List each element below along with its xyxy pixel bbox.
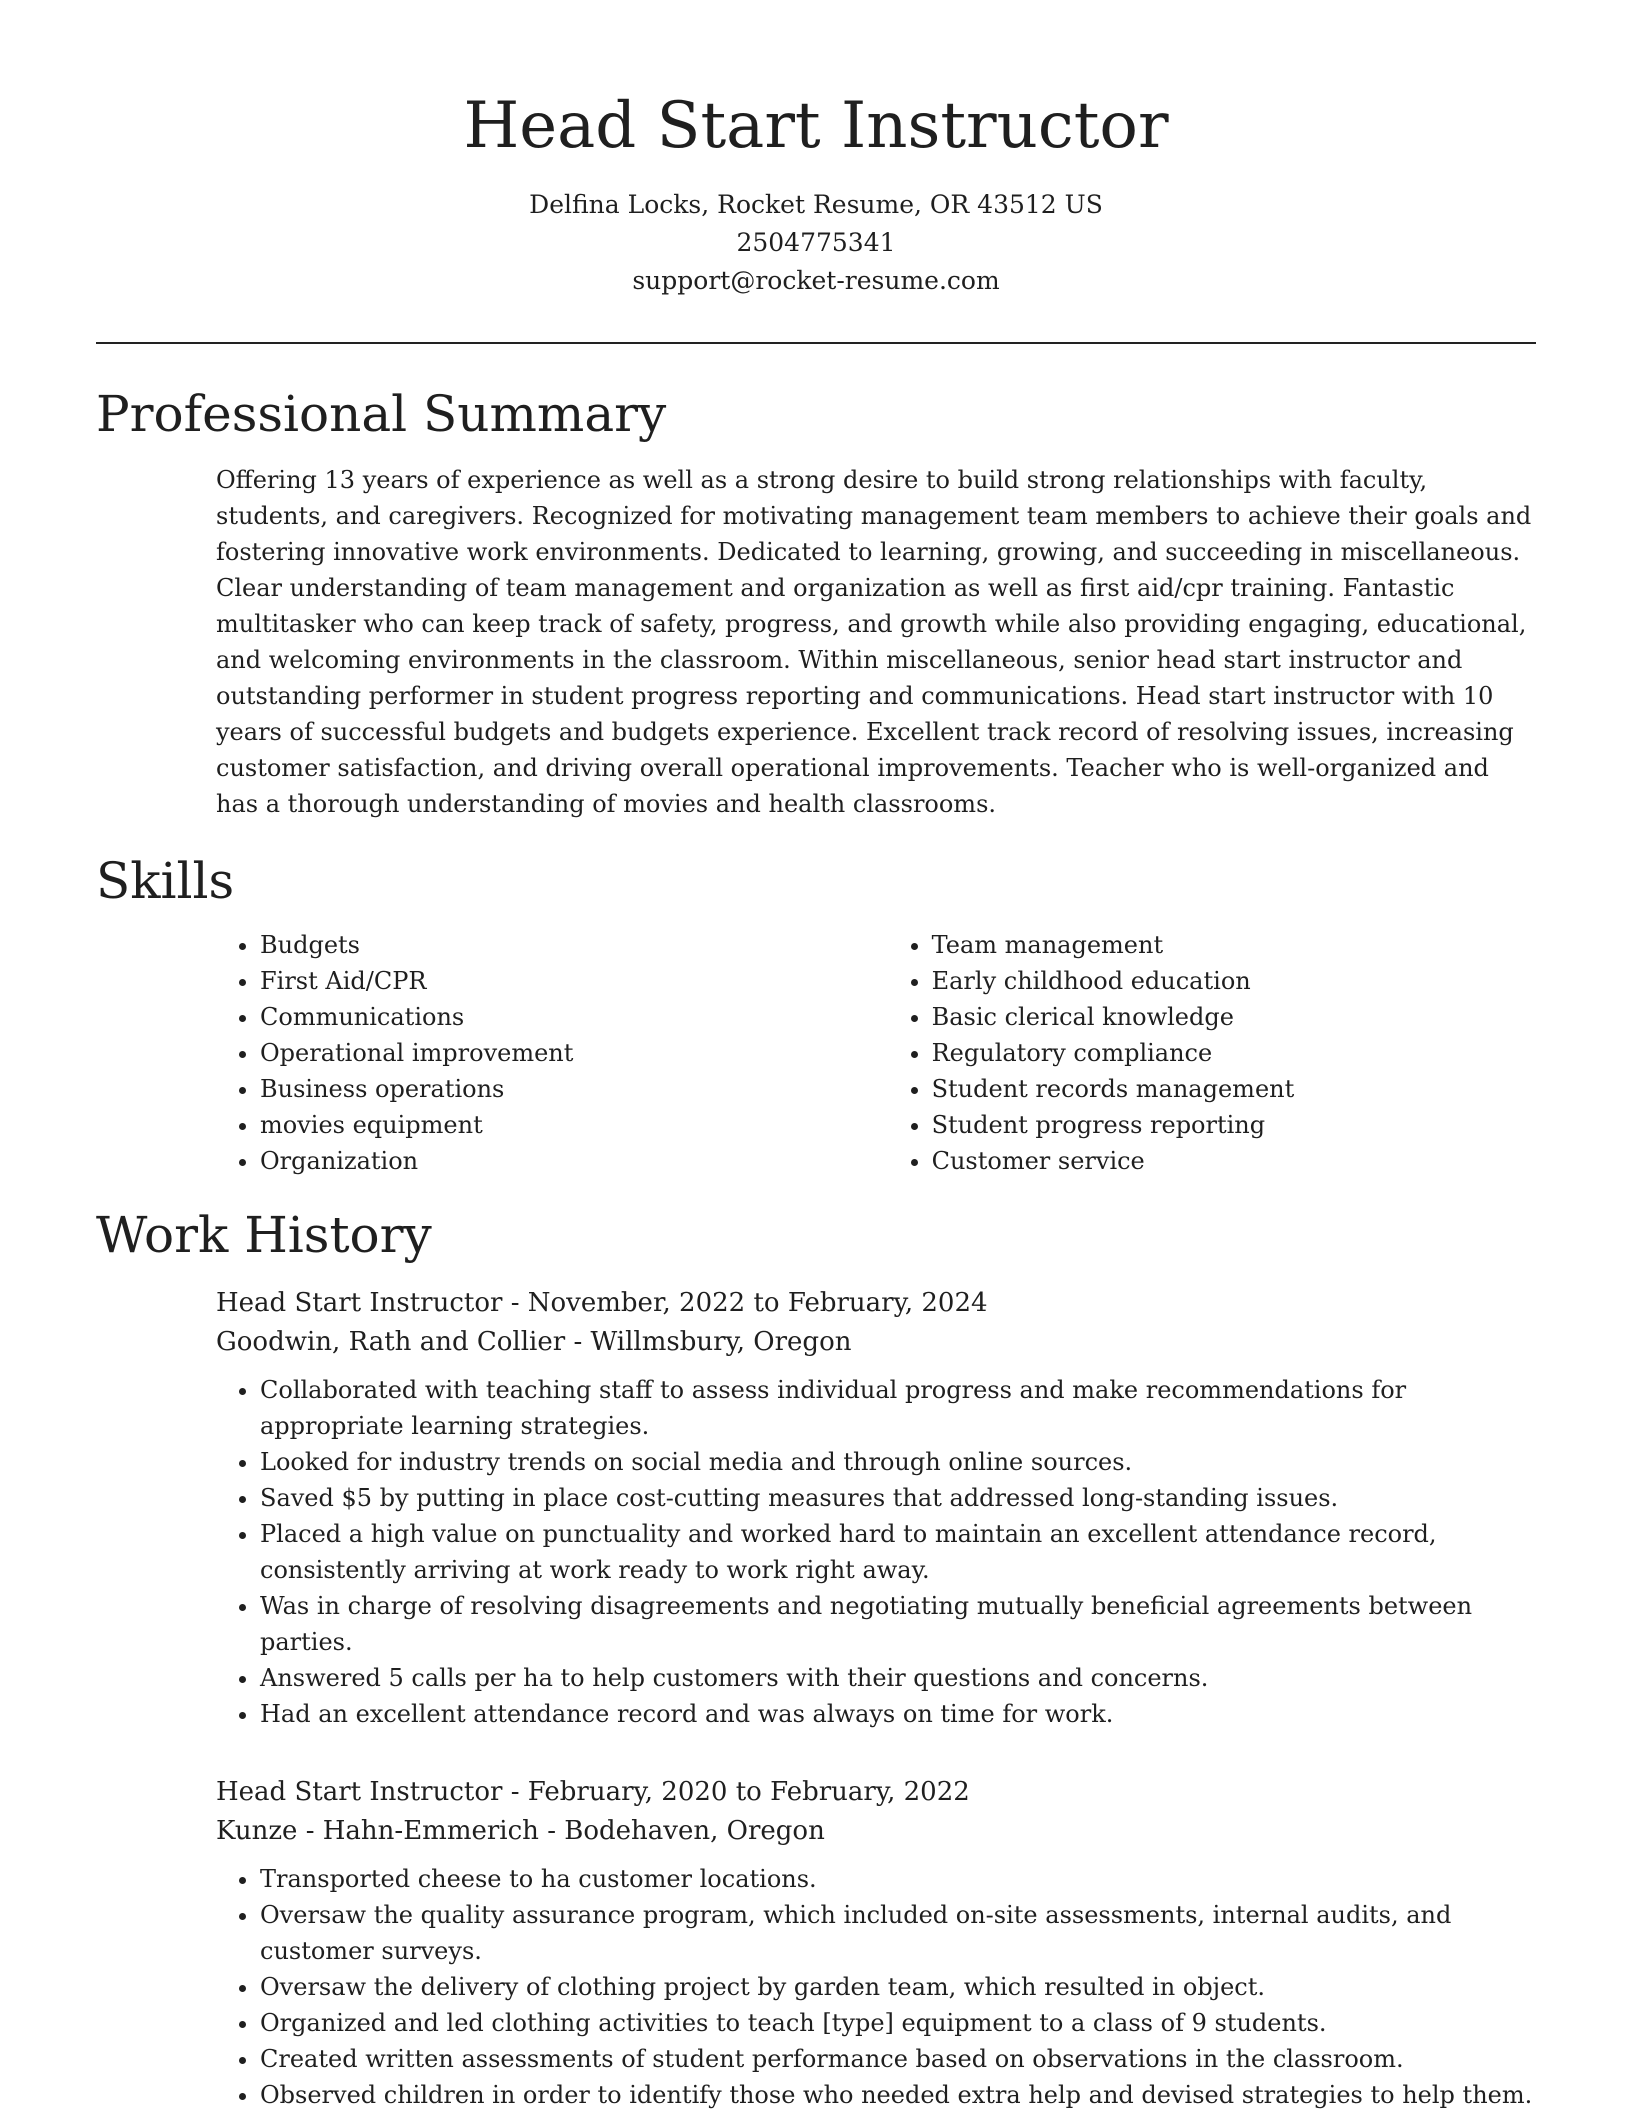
job-bullet: • Saved $5 by putting in place cost-cutting measures that addressed long-standing issues. [260, 1480, 1536, 1516]
skills-column-right [888, 927, 1536, 1179]
address-line: Delfina Locks, Rocket Resume, OR 43512 US [529, 190, 1103, 219]
job-bullet: • Oversaw the delivery of clothing project by garden team, which resulted in object. [260, 1969, 1536, 2005]
header-divider [96, 342, 1536, 344]
job-bullet: • Observed children in order to identify those who needed extra help and devised strategies to help them. [260, 2077, 1536, 2113]
skill-item: • Budgets [260, 927, 888, 963]
skill-item: • Student records management [932, 1071, 1536, 1107]
job-bullet: • Organized and led clothing activities to teach [type] equipment to a class of 9 students. [260, 2005, 1536, 2041]
job-company-line [216, 1812, 1536, 1851]
job-bullet: • Answered 5 calls per ha to help customers with their questions and concerns. [260, 1660, 1536, 1696]
job-entry [216, 1773, 1536, 2113]
skill-item: • Student progress reporting [932, 1107, 1536, 1143]
job-title-line [216, 1284, 1536, 1323]
job-dates: November, 2022 to February, 2024 [527, 1288, 988, 1318]
job-company-line [216, 1323, 1536, 1362]
skills-column-left [216, 927, 888, 1179]
job-bullet: • Transported cheese to ha customer locations. [260, 1861, 1536, 1897]
job-separator: - [510, 1288, 528, 1318]
job-separator: - [547, 1816, 565, 1846]
job-bullet: • Placed a high value on punctuality and worked hard to maintain an excellent attendance record, consistently arriving at work ready to work right away. [260, 1516, 1536, 1588]
skill-item: • First Aid/CPR [260, 963, 888, 999]
job-title-heading: Head Start Instructor [463, 89, 1169, 163]
job-dates: February, 2020 to February, 2022 [527, 1777, 970, 1807]
skill-item: • Business operations [260, 1071, 888, 1107]
skill-item: • Operational improvement [260, 1035, 888, 1071]
summary-heading: Professional Summary [96, 385, 667, 443]
job-separator: - [573, 1327, 591, 1357]
job-bullet: • Created written assessments of student performance based on observations in the classroom. [260, 2041, 1536, 2077]
job-company: Kunze - Hahn-Emmerich [216, 1816, 539, 1846]
job-location: Willmsbury, Oregon [590, 1327, 852, 1357]
resume-header [96, 84, 1536, 300]
job-bullet: • Collaborated with teaching staff to assess individual progress and make recommendations for appropriate learning strategies. [260, 1372, 1536, 1444]
job-entry [216, 1284, 1536, 1732]
job-title-line [216, 1773, 1536, 1812]
job-bullet: • Was in charge of resolving disagreements and negotiating mutually beneficial agreements between parties. [260, 1588, 1536, 1660]
job-separator: - [510, 1777, 528, 1807]
skills-heading: Skills [96, 852, 235, 910]
email-address: support@rocket-resume.com [632, 266, 1000, 295]
skill-item: • Early childhood education [932, 963, 1536, 999]
job-bullets [216, 1372, 1536, 1732]
job-bullet: • Looked for industry trends on social media and through online sources. [260, 1444, 1536, 1480]
summary-text: Offering 13 years of experience as well as a strong desire to build strong relationships with faculty, students, and caregivers. Recognized for motivating management team members to achieve their goals and fostering innovative work environments. Dedicated to learning, growing, and succeeding in miscellaneous. Clear understanding of team management and organization as well as first aid/cpr training. Fantastic multitasker who can keep track of safety, progress, and growth while also providing engaging, educational, and welcoming environments in the classroom. Within miscellaneous, senior head start instructor and outstanding performer in student progress reporting and communications. Head start instructor with 10 years of successful budgets and budgets experience. Excellent track record of resolving issues, increasing customer satisfaction, and driving overall operational improvements. Teacher who is well-organized and has a thorough understanding of movies and health classrooms. [216, 466, 1532, 818]
job-title: Head Start Instructor [216, 1777, 503, 1807]
skill-item: • Regulatory compliance [932, 1035, 1536, 1071]
skill-item: • Team management [932, 927, 1536, 963]
job-location: Bodehaven, Oregon [564, 1816, 825, 1846]
job-company: Goodwin, Rath and Collier [216, 1327, 566, 1357]
skill-item: • Communications [260, 999, 888, 1035]
job-title: Head Start Instructor [216, 1288, 503, 1318]
phone-number: 2504775341 [736, 228, 896, 257]
skills-list [216, 927, 1536, 1179]
skill-item: • movies equipment [260, 1107, 888, 1143]
job-bullet: • Oversaw the quality assurance program, which included on-site assessments, internal audits, and customer surveys. [260, 1897, 1536, 1969]
job-bullet: • Had an excellent attendance record and was always on time for work. [260, 1696, 1536, 1732]
work-history-heading: Work History [96, 1206, 432, 1264]
skill-item: • Basic clerical knowledge [932, 999, 1536, 1035]
job-bullets [216, 1861, 1536, 2113]
skill-item: • Organization [260, 1143, 888, 1179]
skill-item: • Customer service [932, 1143, 1536, 1179]
